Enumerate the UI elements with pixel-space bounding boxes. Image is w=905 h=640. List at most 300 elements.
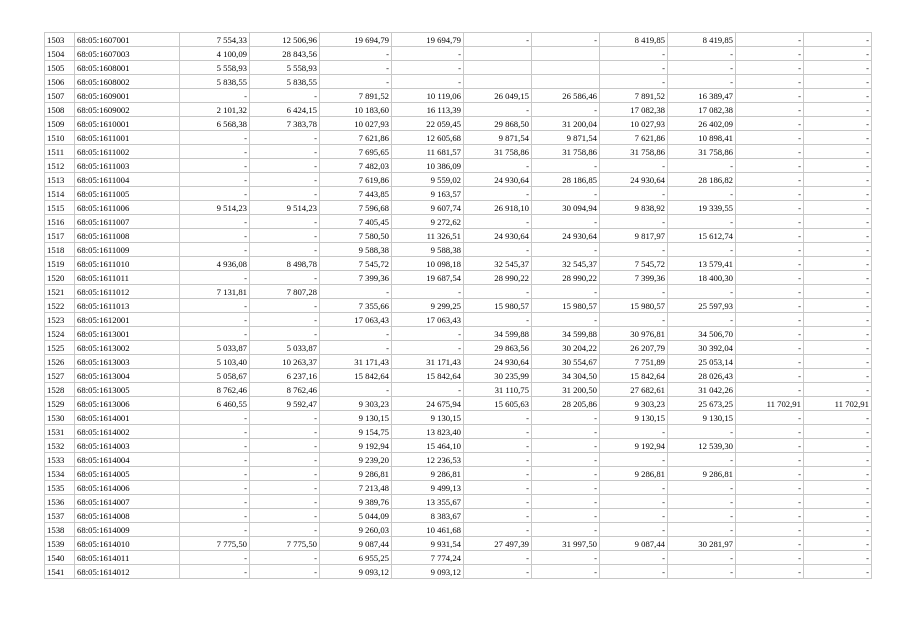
value-9-cell: - (736, 341, 804, 355)
cadastral-code-cell: 68:05:1614001 (75, 411, 180, 425)
value-3-cell: 9 588,38 (320, 243, 392, 257)
value-10-cell: - (804, 551, 872, 565)
value-1-cell: - (180, 481, 250, 495)
value-5-cell: 34 599,88 (464, 327, 532, 341)
value-7-cell: - (600, 159, 668, 173)
value-10-cell: - (804, 229, 872, 243)
value-2-cell: 28 843,56 (250, 47, 320, 61)
value-6-cell: - (532, 187, 600, 201)
value-5-cell: 29 868,50 (464, 117, 532, 131)
value-1-cell: 4 100,09 (180, 47, 250, 61)
value-8-cell: 25 597,93 (668, 299, 736, 313)
value-8-cell: 34 506,70 (668, 327, 736, 341)
value-7-cell: - (600, 285, 668, 299)
value-7-cell: 9 130,15 (600, 411, 668, 425)
value-4-cell: 9 559,02 (392, 173, 464, 187)
row-number-cell: 1510 (45, 131, 75, 145)
value-8-cell: - (668, 509, 736, 523)
value-6-cell: 31 200,04 (532, 117, 600, 131)
row-number-cell: 1532 (45, 439, 75, 453)
value-8-cell: - (668, 481, 736, 495)
value-3-cell: 9 154,75 (320, 425, 392, 439)
value-10-cell: - (804, 285, 872, 299)
value-5-cell: 24 930,64 (464, 355, 532, 369)
value-4-cell: 9 163,57 (392, 187, 464, 201)
value-8-cell: 31 042,26 (668, 383, 736, 397)
table-row (45, 509, 872, 523)
table-row (45, 229, 872, 243)
cadastral-code-cell: 68:05:1611008 (75, 229, 180, 243)
value-5-cell: - (464, 243, 532, 257)
value-10-cell: - (804, 173, 872, 187)
value-6-cell: - (532, 33, 600, 47)
row-number-cell: 1504 (45, 47, 75, 61)
value-2-cell: - (250, 89, 320, 103)
value-1-cell: - (180, 453, 250, 467)
row-number-cell: 1508 (45, 103, 75, 117)
value-3-cell: - (320, 47, 392, 61)
value-5-cell: 24 930,64 (464, 229, 532, 243)
value-9-cell: - (736, 173, 804, 187)
value-3-cell: 9 239,20 (320, 453, 392, 467)
cadastral-code-cell: 68:05:1611005 (75, 187, 180, 201)
value-4-cell: 9 272,62 (392, 215, 464, 229)
value-3-cell: - (320, 75, 392, 89)
value-4-cell: 15 464,10 (392, 439, 464, 453)
row-number-cell: 1539 (45, 537, 75, 551)
value-3-cell: 9 389,76 (320, 495, 392, 509)
value-7-cell: - (600, 495, 668, 509)
cadastral-code-cell: 68:05:1607003 (75, 47, 180, 61)
value-8-cell: 18 400,30 (668, 271, 736, 285)
value-3-cell: 9 093,12 (320, 565, 392, 579)
table-row (45, 453, 872, 467)
value-1-cell: - (180, 229, 250, 243)
value-8-cell: - (668, 313, 736, 327)
value-9-cell: - (736, 299, 804, 313)
row-number-cell: 1516 (45, 215, 75, 229)
value-7-cell: 9 303,23 (600, 397, 668, 411)
value-8-cell: 12 539,30 (668, 439, 736, 453)
value-7-cell: - (600, 565, 668, 579)
row-number-cell: 1515 (45, 201, 75, 215)
value-6-cell: - (532, 215, 600, 229)
value-3-cell: 9 130,15 (320, 411, 392, 425)
cadastral-code-cell: 68:05:1611012 (75, 285, 180, 299)
cadastral-code-cell: 68:05:1614005 (75, 467, 180, 481)
value-4-cell: - (392, 383, 464, 397)
value-2-cell: 10 263,37 (250, 355, 320, 369)
table-row (45, 495, 872, 509)
value-10-cell: - (804, 537, 872, 551)
cadastral-code-cell: 68:05:1607001 (75, 33, 180, 47)
value-8-cell: 9 130,15 (668, 411, 736, 425)
table-body (45, 33, 872, 579)
cadastral-code-cell: 68:05:1609001 (75, 89, 180, 103)
table-row (45, 341, 872, 355)
table-row (45, 369, 872, 383)
row-number-cell: 1514 (45, 187, 75, 201)
value-4-cell: 9 286,81 (392, 467, 464, 481)
value-4-cell: 31 171,43 (392, 355, 464, 369)
cadastral-code-cell: 68:05:1611003 (75, 159, 180, 173)
value-10-cell: - (804, 33, 872, 47)
row-number-cell: 1534 (45, 467, 75, 481)
value-9-cell: - (736, 565, 804, 579)
value-4-cell: 24 675,94 (392, 397, 464, 411)
value-3-cell: 7 405,45 (320, 215, 392, 229)
value-5-cell: - (464, 425, 532, 439)
value-3-cell: 7 355,66 (320, 299, 392, 313)
value-9-cell: - (736, 47, 804, 61)
cadastral-code-cell: 68:05:1613005 (75, 383, 180, 397)
table-row (45, 103, 872, 117)
table-row (45, 285, 872, 299)
value-3-cell: 9 260,03 (320, 523, 392, 537)
value-7-cell: - (600, 75, 668, 89)
table-row (45, 33, 872, 47)
value-4-cell: 8 383,67 (392, 509, 464, 523)
value-1-cell: - (180, 313, 250, 327)
value-10-cell: - (804, 145, 872, 159)
value-5-cell: 27 497,39 (464, 537, 532, 551)
value-2-cell: - (250, 173, 320, 187)
value-8-cell: - (668, 453, 736, 467)
row-number-cell: 1527 (45, 369, 75, 383)
table-row (45, 537, 872, 551)
value-8-cell: 28 186,82 (668, 173, 736, 187)
value-8-cell: - (668, 285, 736, 299)
value-9-cell: - (736, 355, 804, 369)
value-4-cell: - (392, 341, 464, 355)
cadastral-code-cell: 68:05:1608002 (75, 75, 180, 89)
value-8-cell: 10 898,41 (668, 131, 736, 145)
value-7-cell: - (600, 481, 668, 495)
value-2-cell: - (250, 509, 320, 523)
value-4-cell: 17 063,43 (392, 313, 464, 327)
table-row (45, 61, 872, 75)
value-7-cell: 9 286,81 (600, 467, 668, 481)
table-row (45, 313, 872, 327)
value-9-cell: - (736, 187, 804, 201)
value-6-cell (532, 75, 600, 89)
value-6-cell: 34 599,88 (532, 327, 600, 341)
value-4-cell: 9 093,12 (392, 565, 464, 579)
row-number-cell: 1535 (45, 481, 75, 495)
value-4-cell: 12 605,68 (392, 131, 464, 145)
value-1-cell: - (180, 243, 250, 257)
value-1-cell: - (180, 411, 250, 425)
value-7-cell: 30 976,81 (600, 327, 668, 341)
value-5-cell: 29 863,56 (464, 341, 532, 355)
value-9-cell: - (736, 271, 804, 285)
row-number-cell: 1503 (45, 33, 75, 47)
row-number-cell: 1541 (45, 565, 75, 579)
value-4-cell: 9 931,54 (392, 537, 464, 551)
value-9-cell: - (736, 131, 804, 145)
value-3-cell: 9 286,81 (320, 467, 392, 481)
value-4-cell: 19 694,79 (392, 33, 464, 47)
value-6-cell: - (532, 481, 600, 495)
value-4-cell: 9 130,15 (392, 411, 464, 425)
value-2-cell: 5 558,93 (250, 61, 320, 75)
value-1-cell: - (180, 173, 250, 187)
value-7-cell: - (600, 187, 668, 201)
cadastral-code-cell: 68:05:1608001 (75, 61, 180, 75)
table-row (45, 565, 872, 579)
row-number-cell: 1521 (45, 285, 75, 299)
value-2-cell: - (250, 215, 320, 229)
value-1-cell: 4 936,08 (180, 257, 250, 271)
cadastral-code-cell: 68:05:1611002 (75, 145, 180, 159)
value-2-cell: - (250, 411, 320, 425)
row-number-cell: 1509 (45, 117, 75, 131)
value-5-cell: 9 871,54 (464, 131, 532, 145)
value-5-cell: - (464, 285, 532, 299)
row-number-cell: 1523 (45, 313, 75, 327)
value-5-cell: 15 980,57 (464, 299, 532, 313)
value-9-cell: - (736, 229, 804, 243)
value-3-cell: 7 482,03 (320, 159, 392, 173)
value-8-cell: 31 758,86 (668, 145, 736, 159)
value-2-cell: 8 498,78 (250, 257, 320, 271)
value-7-cell: 15 842,64 (600, 369, 668, 383)
value-6-cell: 28 990,22 (532, 271, 600, 285)
value-10-cell: - (804, 299, 872, 313)
cadastral-code-cell: 68:05:1610001 (75, 117, 180, 131)
value-2-cell: 8 762,46 (250, 383, 320, 397)
value-1-cell: 7 775,50 (180, 537, 250, 551)
cadastral-code-cell: 68:05:1614009 (75, 523, 180, 537)
cadastral-code-cell: 68:05:1611007 (75, 215, 180, 229)
value-10-cell: - (804, 61, 872, 75)
value-3-cell: - (320, 61, 392, 75)
value-6-cell: - (532, 425, 600, 439)
cadastral-code-cell: 68:05:1611006 (75, 201, 180, 215)
value-5-cell: - (464, 33, 532, 47)
value-4-cell: - (392, 61, 464, 75)
value-9-cell: - (736, 257, 804, 271)
value-1-cell: 5 103,40 (180, 355, 250, 369)
value-6-cell: - (532, 313, 600, 327)
value-4-cell: - (392, 75, 464, 89)
value-5-cell: - (464, 481, 532, 495)
value-9-cell: - (736, 61, 804, 75)
table-row (45, 257, 872, 271)
value-7-cell: 26 207,79 (600, 341, 668, 355)
value-1-cell: - (180, 509, 250, 523)
table-row (45, 327, 872, 341)
cadastral-code-cell: 68:05:1614012 (75, 565, 180, 579)
value-4-cell: 10 461,68 (392, 523, 464, 537)
value-7-cell: - (600, 215, 668, 229)
value-5-cell: 31 758,86 (464, 145, 532, 159)
value-3-cell: 7 621,86 (320, 131, 392, 145)
value-2-cell: - (250, 131, 320, 145)
value-10-cell: - (804, 327, 872, 341)
value-6-cell: 15 980,57 (532, 299, 600, 313)
value-10-cell: - (804, 243, 872, 257)
value-6-cell: 31 758,86 (532, 145, 600, 159)
value-3-cell: 9 303,23 (320, 397, 392, 411)
value-5-cell (464, 61, 532, 75)
value-5-cell: 31 110,75 (464, 383, 532, 397)
value-10-cell: - (804, 103, 872, 117)
value-1-cell: - (180, 565, 250, 579)
value-4-cell: 15 842,64 (392, 369, 464, 383)
value-3-cell: 7 580,50 (320, 229, 392, 243)
value-9-cell: 11 702,91 (736, 397, 804, 411)
value-9-cell: - (736, 523, 804, 537)
value-10-cell: - (804, 89, 872, 103)
value-6-cell: 9 871,54 (532, 131, 600, 145)
value-8-cell: 25 673,25 (668, 397, 736, 411)
value-9-cell: - (736, 537, 804, 551)
value-3-cell: - (320, 383, 392, 397)
value-10-cell: - (804, 523, 872, 537)
value-6-cell: - (532, 439, 600, 453)
value-4-cell: - (392, 327, 464, 341)
value-9-cell: - (736, 75, 804, 89)
table-row (45, 397, 872, 411)
row-number-cell: 1528 (45, 383, 75, 397)
value-6-cell: 30 094,94 (532, 201, 600, 215)
value-1-cell: - (180, 131, 250, 145)
value-3-cell: 7 695,65 (320, 145, 392, 159)
value-1-cell: - (180, 523, 250, 537)
value-10-cell: - (804, 341, 872, 355)
value-7-cell: 9 192,94 (600, 439, 668, 453)
value-10-cell: - (804, 439, 872, 453)
cadastral-code-cell: 68:05:1613001 (75, 327, 180, 341)
table-row (45, 173, 872, 187)
value-3-cell: 15 842,64 (320, 369, 392, 383)
value-3-cell: 7 213,48 (320, 481, 392, 495)
value-5-cell (464, 75, 532, 89)
value-8-cell: - (668, 523, 736, 537)
value-5-cell: 28 990,22 (464, 271, 532, 285)
value-6-cell (532, 47, 600, 61)
value-10-cell: - (804, 411, 872, 425)
table-row (45, 439, 872, 453)
value-3-cell: 10 183,60 (320, 103, 392, 117)
table-row (45, 299, 872, 313)
value-5-cell: - (464, 439, 532, 453)
value-2-cell: - (250, 187, 320, 201)
value-1-cell: - (180, 439, 250, 453)
value-6-cell: 30 554,67 (532, 355, 600, 369)
value-2-cell: - (250, 523, 320, 537)
value-7-cell: 9 087,44 (600, 537, 668, 551)
value-9-cell: - (736, 117, 804, 131)
value-2-cell: 6 424,15 (250, 103, 320, 117)
row-number-cell: 1505 (45, 61, 75, 75)
table-row (45, 271, 872, 285)
row-number-cell: 1513 (45, 173, 75, 187)
row-number-cell: 1506 (45, 75, 75, 89)
value-7-cell: 9 838,92 (600, 201, 668, 215)
cadastral-code-cell: 68:05:1614004 (75, 453, 180, 467)
table-row (45, 47, 872, 61)
value-4-cell: 10 098,18 (392, 257, 464, 271)
value-3-cell: 7 545,72 (320, 257, 392, 271)
value-9-cell: - (736, 327, 804, 341)
value-10-cell: - (804, 453, 872, 467)
value-1-cell: - (180, 551, 250, 565)
value-9-cell: - (736, 369, 804, 383)
value-1-cell: 5 838,55 (180, 75, 250, 89)
data-table (44, 32, 872, 579)
value-8-cell: - (668, 187, 736, 201)
row-number-cell: 1522 (45, 299, 75, 313)
table-row (45, 243, 872, 257)
value-10-cell: - (804, 369, 872, 383)
value-4-cell: 13 355,67 (392, 495, 464, 509)
value-7-cell: 10 027,93 (600, 117, 668, 131)
row-number-cell: 1533 (45, 453, 75, 467)
value-6-cell (532, 61, 600, 75)
value-8-cell: 17 082,38 (668, 103, 736, 117)
value-7-cell: - (600, 243, 668, 257)
value-1-cell: - (180, 425, 250, 439)
value-9-cell: - (736, 145, 804, 159)
value-7-cell: - (600, 47, 668, 61)
value-2-cell: 5 838,55 (250, 75, 320, 89)
value-7-cell: 7 891,52 (600, 89, 668, 103)
value-8-cell: 25 053,14 (668, 355, 736, 369)
value-5-cell: 32 545,37 (464, 257, 532, 271)
value-2-cell: - (250, 327, 320, 341)
row-number-cell: 1520 (45, 271, 75, 285)
value-3-cell: 19 694,79 (320, 33, 392, 47)
table-row (45, 201, 872, 215)
value-1-cell: 5 058,67 (180, 369, 250, 383)
cadastral-code-cell: 68:05:1614011 (75, 551, 180, 565)
value-1-cell: 2 101,32 (180, 103, 250, 117)
value-10-cell: - (804, 467, 872, 481)
value-8-cell: - (668, 159, 736, 173)
value-2-cell: - (250, 271, 320, 285)
value-9-cell: - (736, 159, 804, 173)
row-number-cell: 1518 (45, 243, 75, 257)
row-number-cell: 1530 (45, 411, 75, 425)
value-9-cell: - (736, 509, 804, 523)
value-6-cell: - (532, 523, 600, 537)
value-3-cell: 7 619,86 (320, 173, 392, 187)
value-2-cell: - (250, 495, 320, 509)
value-2-cell: - (250, 439, 320, 453)
value-2-cell: 7 807,28 (250, 285, 320, 299)
value-7-cell: - (600, 425, 668, 439)
table-row (45, 425, 872, 439)
row-number-cell: 1511 (45, 145, 75, 159)
value-9-cell: - (736, 243, 804, 257)
row-number-cell: 1529 (45, 397, 75, 411)
value-2-cell: - (250, 145, 320, 159)
value-3-cell: 9 087,44 (320, 537, 392, 551)
value-2-cell: - (250, 243, 320, 257)
value-4-cell: 16 113,39 (392, 103, 464, 117)
value-1-cell: - (180, 467, 250, 481)
value-9-cell: - (736, 467, 804, 481)
value-4-cell: 10 119,06 (392, 89, 464, 103)
value-7-cell: 31 758,86 (600, 145, 668, 159)
cadastral-code-cell: 68:05:1611009 (75, 243, 180, 257)
value-9-cell: - (736, 313, 804, 327)
value-3-cell: 31 171,43 (320, 355, 392, 369)
value-6-cell: 26 586,46 (532, 89, 600, 103)
cadastral-code-cell: 68:05:1614002 (75, 425, 180, 439)
